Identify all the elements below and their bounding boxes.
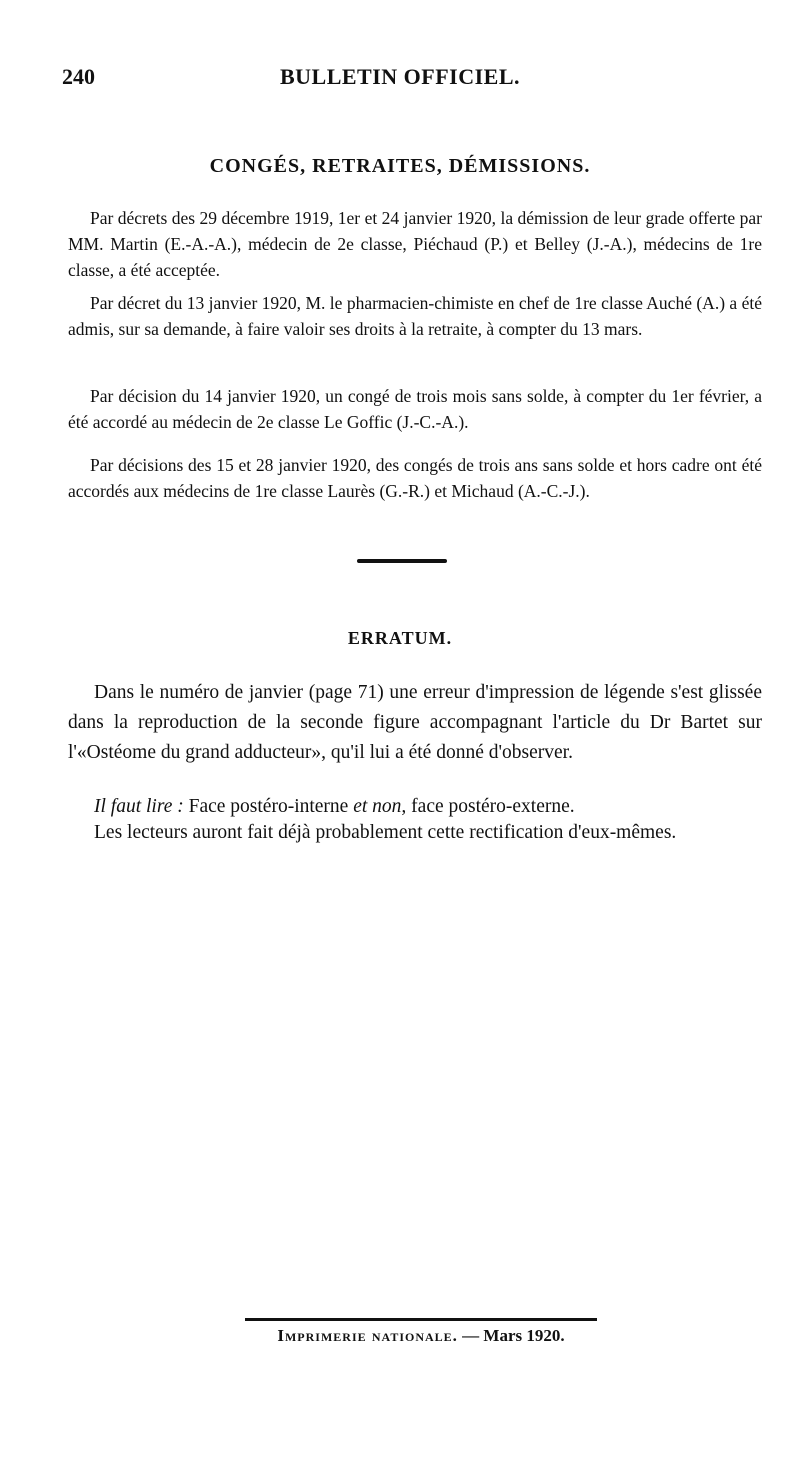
imprint-date: — Mars 1920. [462, 1326, 565, 1345]
page-header [62, 64, 738, 104]
paragraph-conge-sans-solde: Par décision du 14 janvier 1920, un congé de trois mois sans solde, à compter du 1er février, a été accordé au médecin de 2e classe Le Goffic (J.-C.-A.). [68, 386, 762, 432]
paragraph-demissions: Par décrets des 29 décembre 1919, 1er et 24 janvier 1920, la démission de leur grade offerte par MM. Martin (E.-A.-A.), médecin de 2e classe, Piéchaud (P.) et Belley (J.-A.), médecins de 1re classe, a été acceptée. [68, 208, 762, 280]
et-non-label: et non, [353, 796, 407, 817]
paragraph-conges-hors-cadre: Par décisions des 15 et 28 janvier 1920, des congés de trois ans sans solde et hors cadre ont été accordés aux médecins de 1re classe Laurès (G.-R.) et Michaud (A.-C.-J.). [68, 455, 762, 501]
page-number: 240 [62, 64, 95, 89]
footer-rule [245, 1318, 597, 1321]
imprint-name: Imprimerie nationale. [277, 1326, 458, 1345]
section-divider [357, 559, 447, 563]
erratum-paragraph: Dans le numéro de janvier (page 71) une erreur d'impression de légende s'est glissée dans la reproduction de la seconde figure accompagnant l'article du Dr Bartet sur l'«Ostéome du grand adducteur», qu'il lui a été donné d'observer. [68, 682, 762, 763]
erratum-closing: Les lecteurs auront fait déjà probablement cette rectification d'eux-mêmes. [94, 822, 677, 843]
il-faut-lire-label: Il faut lire : [94, 796, 184, 817]
paragraph-retraite: Par décret du 13 janvier 1920, M. le pharmacien-chimiste en chef de 1re classe Auché (A.) a été admis, sur sa demande, à faire valoir ses droits à la retraite, à compter du 13 mars. [68, 293, 762, 339]
page-footer [245, 1326, 597, 1346]
running-title: BULLETIN OFFICIEL. [279, 64, 521, 89]
section-title-erratum: ERRATUM. [347, 628, 453, 648]
section-title-conges: CONGÉS, RETRAITES, DÉMISSIONS. [209, 155, 591, 177]
correct-caption: Face postéro-interne [188, 796, 349, 817]
wrong-caption: face postéro-externe. [411, 796, 575, 817]
